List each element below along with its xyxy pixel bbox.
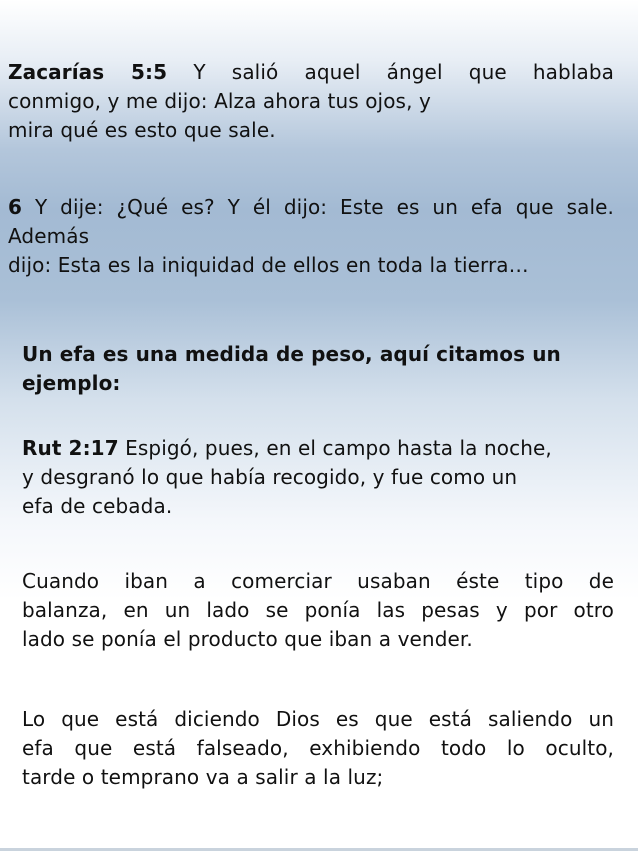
comercio-line-3: lado se ponía el producto que iban a vender. — [22, 627, 473, 651]
zacarias-reference: Zacarías 5:5 — [8, 60, 168, 84]
rut-line-2: y desgranó lo que había recogido, y fue como un — [22, 465, 518, 489]
rut-line-1 — [22, 434, 612, 463]
conclusion-line-2: efa que está falseado, exhibiendo todo lo oculto, — [22, 736, 614, 760]
rut-passage — [22, 434, 612, 521]
rut-line-1-text: Espigó, pues, en el campo hasta la noche, — [118, 436, 552, 460]
efa-note-line-1: Un efa es una medida de peso, aquí citamos un — [22, 342, 561, 366]
conclusion-line-3: tarde o temprano va a salir a la luz; — [22, 765, 384, 789]
rut-reference: Rut 2:17 — [22, 436, 119, 460]
rut-line-3: efa de cebada. — [22, 494, 173, 518]
verse-6-line-1 — [8, 193, 614, 222]
zacarias-line-1-text: Y salió aquel ángel que hablaba — [167, 60, 614, 84]
verse-6-line-3: dijo: Esta es la iniquidad de ellos en toda la tierra… — [8, 253, 529, 277]
verse-6-number: 6 — [8, 195, 23, 219]
zacarias-passage — [8, 58, 614, 145]
comercio-line-2: balanza, en un lado se ponía las pesas y por otro — [22, 598, 614, 622]
verse-6-line-1-text: Y dije: ¿Qué es? Y él dijo: Este es un efa que sale. — [22, 195, 614, 219]
zacarias-line-1 — [8, 58, 614, 87]
zacarias-line-2: conmigo, y me dijo: Alza ahora tus ojos, y — [8, 89, 431, 113]
verse-6-passage — [8, 193, 614, 280]
efa-note-line-2: ejemplo: — [22, 371, 121, 395]
verse-6-line-2: Además — [8, 224, 90, 248]
zacarias-line-3: mira qué es esto que sale. — [8, 118, 276, 142]
comercio-line-1: Cuando iban a comerciar usaban éste tipo de — [22, 569, 614, 593]
efa-note — [22, 340, 612, 398]
conclusion-line-1: Lo que está diciendo Dios es que está saliendo un — [22, 707, 614, 731]
comercio-paragraph — [22, 567, 614, 654]
conclusion-paragraph — [22, 705, 614, 792]
